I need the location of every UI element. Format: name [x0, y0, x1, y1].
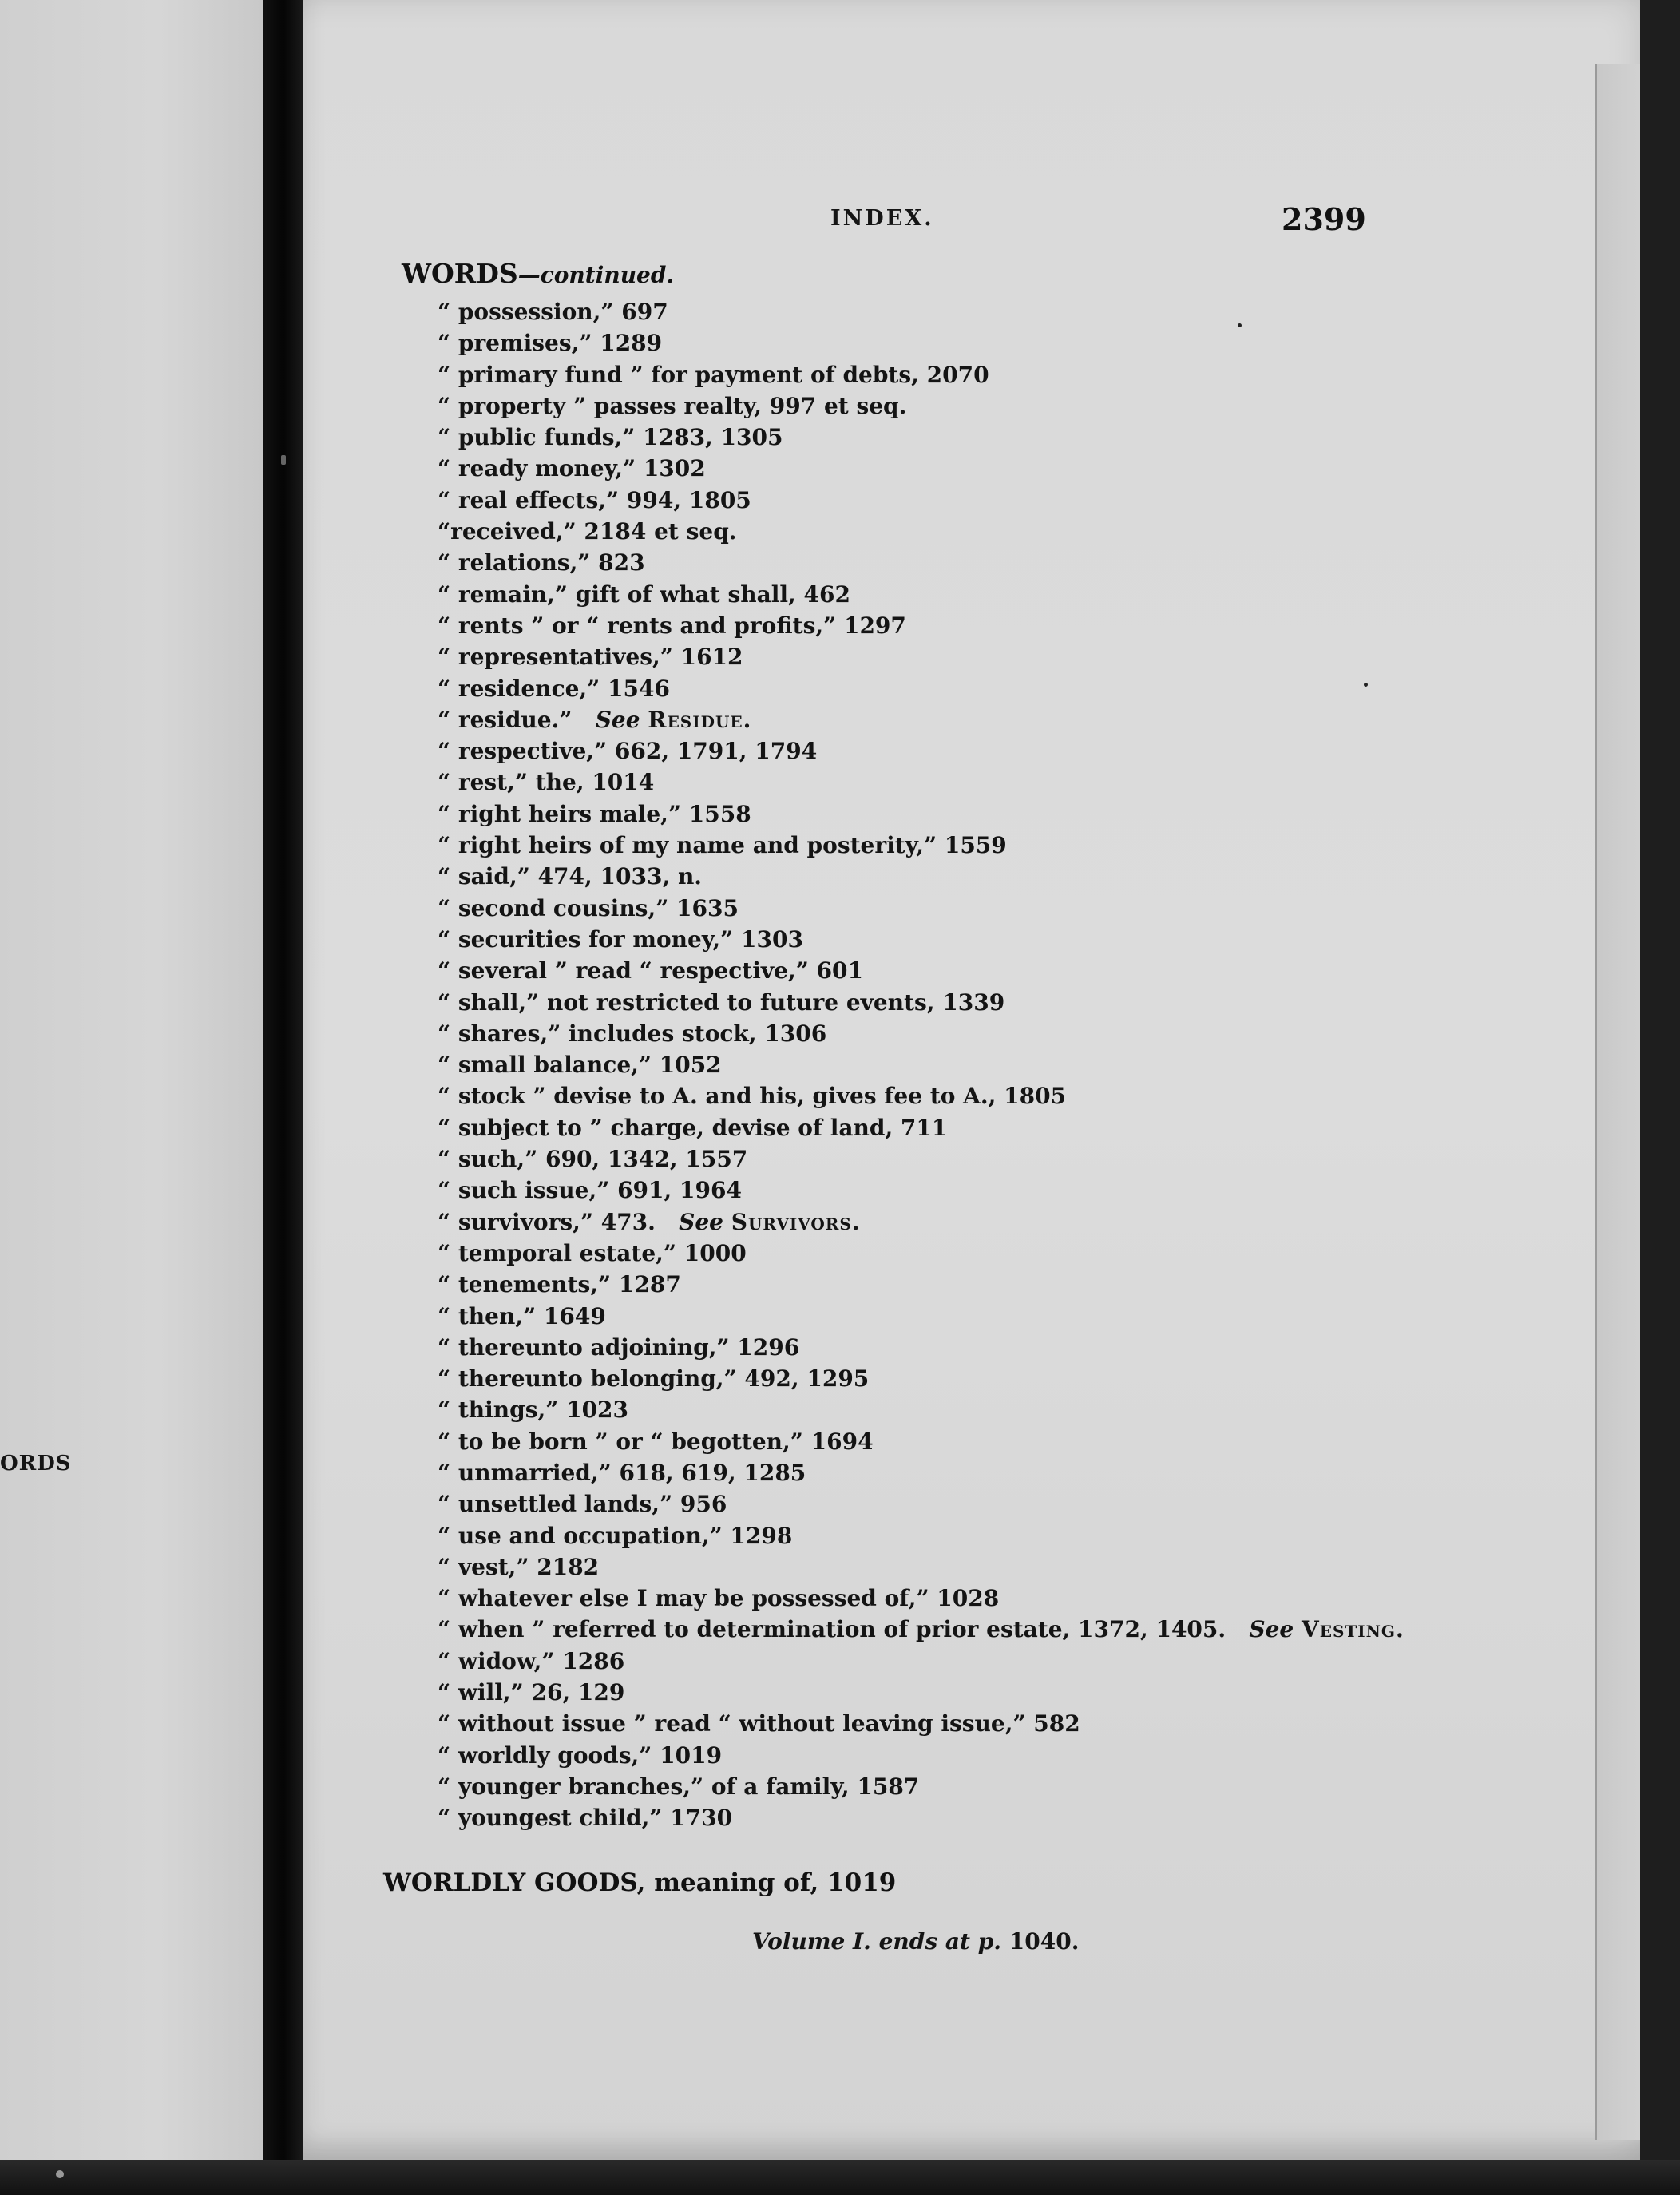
index-entry [438, 1301, 1405, 1332]
index-entry [438, 1049, 1405, 1080]
index-entry-text: “ unmarried,” 618, 619, 1285 [438, 1459, 806, 1486]
index-entry-text: “ shall,” not restricted to future events, 1339 [438, 989, 1005, 1016]
index-entry [438, 924, 1405, 955]
index-entry-text: “ real effects,” 994, 1805 [438, 486, 751, 513]
index-entry-text: “ such issue,” 691, 1964 [438, 1177, 742, 1204]
index-entry [438, 641, 1405, 672]
index-entry [438, 1206, 1405, 1238]
index-entry [438, 1457, 1405, 1488]
index-entry [438, 1614, 1405, 1645]
index-entry [438, 1426, 1405, 1457]
index-entry-list [438, 296, 1405, 1834]
index-entry [438, 1018, 1405, 1049]
index-entry [438, 516, 1405, 547]
bottom-scan-mark [56, 2170, 64, 2178]
index-entry-text: “ vest,” 2182 [438, 1553, 600, 1580]
index-entry [438, 861, 1405, 892]
index-entry-text: “ younger branches,” of a family, 1587 [438, 1773, 920, 1800]
index-entry-text: “ shares,” includes stock, 1306 [438, 1020, 827, 1047]
index-entry [438, 1080, 1405, 1111]
page-edge-strip [1595, 64, 1642, 2140]
see-reference-label: See [679, 1208, 723, 1235]
left-page-fragment [0, 0, 263, 2195]
index-entry [438, 1112, 1405, 1143]
index-entry [438, 955, 1405, 986]
index-entry-text: “ things,” 1023 [438, 1397, 629, 1424]
page-number: 2399 [1282, 201, 1366, 237]
index-entry-text: “ stock ” devise to A. and his, gives fee to A., 1805 [438, 1083, 1067, 1110]
index-entry-text: “ remain,” gift of what shall, 462 [438, 580, 850, 608]
index-entry-text: “ such,” 690, 1342, 1557 [438, 1146, 748, 1173]
index-entry [438, 1520, 1405, 1551]
index-entry-text: “ subject to ” charge, devise of land, 711 [438, 1114, 948, 1141]
book-gutter [263, 0, 303, 2195]
index-entry-text: “ residence,” 1546 [438, 675, 670, 702]
index-entry-text: “ property ” passes realty, 997 et seq. [438, 392, 907, 419]
index-entry [438, 1708, 1405, 1739]
index-entry-text: “ then,” 1649 [438, 1302, 606, 1329]
index-entry [438, 1394, 1405, 1425]
index-entry-text: “ temporal estate,” 1000 [438, 1239, 747, 1266]
index-entry [438, 1175, 1405, 1206]
see-reference-label: See [1249, 1616, 1294, 1643]
index-entry-text: “ use and occupation,” 1298 [438, 1522, 793, 1549]
index-entry [438, 296, 1405, 327]
index-entry [438, 1583, 1405, 1614]
left-page-edge-text: ORDS [0, 1452, 72, 1476]
index-entry [438, 327, 1405, 359]
index-entry-text: “ rents ” or “ rents and profits,” 1297 [438, 612, 906, 639]
see-reference-target: Survivors. [731, 1208, 861, 1235]
index-entry [438, 735, 1405, 767]
index-entry-text: “ said,” 474, 1033, n. [438, 863, 703, 890]
index-entry [438, 422, 1405, 453]
index-entry-text: “ right heirs of my name and posterity,” 1559 [438, 832, 1007, 859]
see-reference-label: See [595, 706, 640, 733]
index-entry [438, 1551, 1405, 1583]
index-entry [438, 987, 1405, 1018]
section-heading [402, 258, 674, 289]
index-entry-text: “ right heirs male,” 1558 [438, 800, 751, 827]
index-entry [438, 453, 1405, 484]
index-entry-text: “ unsettled lands,” 956 [438, 1491, 727, 1518]
index-entry [438, 579, 1405, 610]
volume-end-note-text: Volume I. ends at p. [752, 1928, 1002, 1955]
index-entry-text: “ thereunto adjoining,” 1296 [438, 1333, 800, 1361]
volume-end-note [752, 1928, 1079, 1955]
index-entry [438, 1143, 1405, 1175]
volume-end-page: 1040. [1008, 1928, 1080, 1955]
index-entry-text: “ small balance,” 1052 [438, 1052, 722, 1079]
index-entry-text: “ premises,” 1289 [438, 330, 663, 357]
index-entry-text: “ will,” 26, 129 [438, 1679, 625, 1706]
index-entry [438, 390, 1405, 422]
index-entry [438, 359, 1405, 390]
index-entry [438, 1238, 1405, 1269]
index-entry-text: “ thereunto belonging,” 492, 1295 [438, 1365, 870, 1393]
index-entry-text: “ ready money,” 1302 [438, 455, 706, 482]
index-entry-text: “ tenements,” 1287 [438, 1271, 681, 1298]
index-entry-text: “ possession,” 697 [438, 299, 668, 325]
index-entry [438, 610, 1405, 641]
index-entry-text: “ worldly goods,” 1019 [438, 1741, 723, 1769]
index-entry [438, 830, 1405, 861]
index-entry [438, 547, 1405, 578]
index-entry-text: “ when ” referred to determination of prior estate, 1372, 1405. [438, 1616, 1226, 1643]
index-entry [438, 1488, 1405, 1519]
index-entry-text: “ whatever else I may be possessed of,” 1028 [438, 1585, 1000, 1612]
index-entry-text: “ rest,” the, 1014 [438, 769, 655, 796]
index-entry [438, 1646, 1405, 1677]
index-entry-text: “ widow,” 1286 [438, 1647, 625, 1674]
index-entry-text: “ respective,” 662, 1791, 1794 [438, 738, 818, 765]
index-entry [438, 767, 1405, 798]
index-entry-text: “ securities for money,” 1303 [438, 925, 803, 953]
bottom-dark-border [0, 2160, 1680, 2195]
index-entry-text: “ youngest child,” 1730 [438, 1805, 733, 1832]
index-entry-text: “ without issue ” read “ without leaving issue,” 582 [438, 1710, 1080, 1737]
index-entry [438, 704, 1405, 735]
section-heading-word: WORDS [402, 258, 518, 289]
index-entry [438, 1363, 1405, 1394]
index-entry [438, 893, 1405, 924]
index-entry-text: “ second cousins,” 1635 [438, 894, 739, 921]
next-index-entry: WORLDLY GOODS, meaning of, 1019 [383, 1868, 897, 1897]
running-head: INDEX. [830, 206, 934, 231]
index-entry-text: “ several ” read “ respective,” 601 [438, 957, 864, 985]
index-entry [438, 1771, 1405, 1802]
index-entry-text: “received,” 2184 et seq. [438, 518, 737, 545]
index-entry [438, 1269, 1405, 1300]
index-entry-text: “ survivors,” 473. [438, 1208, 656, 1235]
index-entry [438, 1740, 1405, 1771]
index-entry-text: “ representatives,” 1612 [438, 644, 743, 671]
index-entry [438, 1677, 1405, 1708]
index-entry-text: “ public funds,” 1283, 1305 [438, 424, 783, 451]
index-entry-text: “ to be born ” or “ begotten,” 1694 [438, 1428, 874, 1455]
see-reference-target: Vesting. [1302, 1616, 1405, 1643]
index-entry [438, 485, 1405, 516]
index-entry-text: “ residue.” [438, 706, 573, 733]
index-entry-text: “ primary fund ” for payment of debts, 2070 [438, 361, 989, 388]
index-entry [438, 673, 1405, 704]
gutter-mark [281, 455, 286, 465]
see-reference-target: Residue. [648, 706, 752, 733]
index-entry [438, 1332, 1405, 1363]
index-entry [438, 798, 1405, 830]
index-entry [438, 1802, 1405, 1833]
section-continued: —continued. [517, 262, 675, 288]
index-entry-text: “ relations,” 823 [438, 549, 645, 576]
right-dark-border [1640, 0, 1680, 2195]
